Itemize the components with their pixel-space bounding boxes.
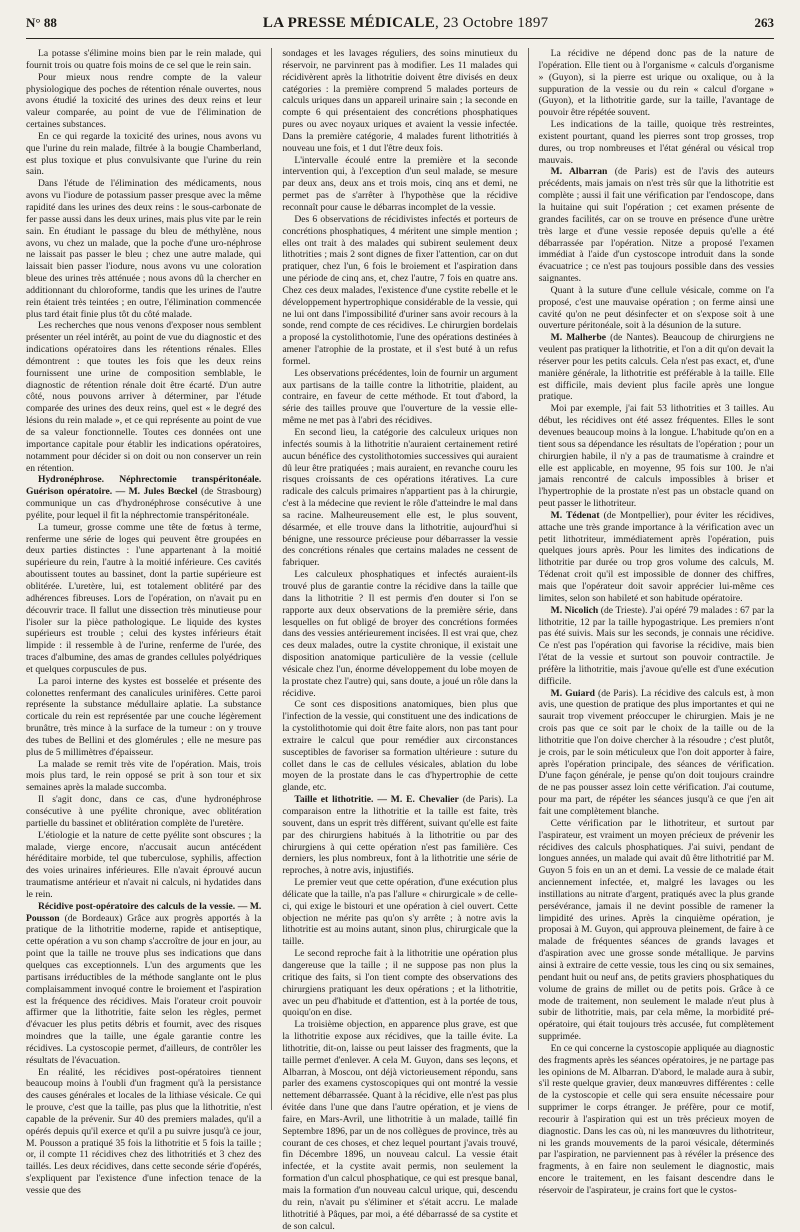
speaker-text: (de Trieste). J'ai opéré 79 malades : 67 par la lithotritie, 12 par la taille hypogastrique. Les premiers n'ont pas été suivis. Mais sur les seconds, je connais une récidive. Ce n'est pas l'opération qui favorise la récidive, mais bien l'état de la vessie et surtout son pouvoir contractile. Je préfère la lithotritie, mais j'avoue qu'elle est d'une exécution difficile. xyxy=(538,604,774,687)
section-paragraph xyxy=(282,794,517,877)
column-rule xyxy=(528,48,529,1110)
speaker-text: (de Nantes). Beaucoup de chirurgiens ne veulent pas pratiquer la lithotritie, et l'on a dit qu'on devait la réserver pour les petits calculs. Cela n'est pas exact, et, d'une manière générale, la lithotritie est préférable à la taille. Elle est difficile, mais devient plus facile après une longue pratique. xyxy=(538,332,774,403)
paragraph: Pour mieux nous rendre compte de la valeur physiologique des poches de rétention rénale ouvertes, nous avons étudié la toxicité des urines des deux reins et leur valeur comparée, au point de vue de l'élimination de certaines substances. xyxy=(26,71,262,131)
speaker-text: (de Paris) est de l'avis des auteurs précédents, mais jamais on n'est très sûr que la lithotritie est complète ; aussi il fait une vérification par l'endoscope, dans la huitaine qui suit l'opération ; cet examen présente de grandes facilités, car on se trouve en présence d'une urètre très large et d'une vessie reposée depuis qu'elle a été débarrassée par l'opération. Nitze a proposé l'examen immédiat à l'aide d'un cystoscope introduit dans la sonde évacuatrice ; ce n'est pas toujours possible dans des vessies saignantes. xyxy=(538,166,774,285)
paragraph: Les calculeux phosphatiques et infectés auraient-ils trouvé plus de garantie contre la récidive dans la taille que dans la lithotritie ? Il est permis d'en douter si l'on se rapporte aux deux observations de la première série, dans lesquelles on fut obligé de broyer des concrétions formées dans des vessies antérieurement incisées. Il est vrai que, chez ces deux malades, outre la cystite chronique, il existait une disposition anatomique particulière de la vessie (cellule vésicale chez l'un, énorme développement du lobe moyen de la prostate chez l'autre) qui, sans doute, a joué un rôle dans la récidive. xyxy=(282,569,518,699)
paragraph: Moi par exemple, j'ai fait 53 lithotrities et 3 tailles. Au début, les récidives ont été assez fréquentes. Elles le sont devenues beaucoup moins à la longue. L'habitude qu'on en a tient sous sa dépendance les résultats de l'opération ; pour un chirurgien habile, il n'y a pas de traumatisme à craindre et elle est applicable, en moyenne, 95 fois sur 100. Je n'ai jamais rencontré de calculs impossibles à briser et l'hypertrophie de la prostate n'est pas un obstacle quand on peut passer le lithotriteur. xyxy=(538,403,774,510)
speaker-paragraph xyxy=(539,605,774,688)
paragraph: Quant à la suture d'une cellule vésicale, comme on l'a proposé, c'est une mauvaise opération ; on ferme ainsi une cavité qu'on ne peut désinfecter et on s'expose soit à une ouverture péritonéale, soit à la désunion de la suture. xyxy=(538,284,774,332)
paragraph: L'étiologie et la nature de cette pyélite sont obscures ; la malade, vierge encore, n'accusait aucun antécédent héréditaire morbide, tel que tuberculose, syphilis, affection des voies urinaires inférieures. Elle n'avait éprouvé aucun traumatisme antérieur et n'avait ni calculs, ni hydatides dans le rein. xyxy=(26,829,262,900)
paragraph: En réalité, les récidives post-opératoires tiennent beaucoup moins à l'oubli d'un fragment qu'à la persistance des causes générales et locales de la lithiase vésicale. Ce qui le prouve, c'est que la taille, pas plus que la lithotritie, n'est capable de la prévenir. Sur 40 des premiers malades, qu'il a opérés depuis qu'il exerce et qu'il a pu suivre jusqu'à ce jour, M. Pousson a pratiqué 35 fois la lithotritie et 5 fois la taille ; or, il compte 11 récidives chez des lithotritiés et 3 chez des taillés. Les deux récidives, dans cette seconde série d'opérés, s'expliquent par l'existence d'une infection tenace de la vessie que des xyxy=(26,1066,262,1196)
page-number-right: 263 xyxy=(754,15,774,30)
paragraph: En second lieu, la catégorie des calculeux uriques non infectés soumis à la lithotritie n'auraient certainement retiré aucun bénéfice des cystolithotomies successives qui auraient dû leur être pratiquées ; mais auraient, en revanche couru les risques croissants de ces opérations itératives. La cure radicale des calculs primaires n'appartient pas à la chirurgie, c'est à la médecine que revient le rôle d'atteindre le mal dans sa racine. Malheureusement elle est, le plus souvent, désarmée, et elle trouve dans la lithotritie, aujourd'hui si bénigne, une ressource précieuse pour débarrasser la vessie des concrétions rénales que certains malades ne cessent de fabriquer. xyxy=(282,427,518,569)
speaker-paragraph xyxy=(539,332,774,403)
section-text: (de Strasbourg) communique un cas d'hydronéphrose consécutive à une pyélite, pour lequel il fit la néphrectomie transpéritonéale. xyxy=(26,486,262,521)
paragraph: Il s'agit donc, dans ce cas, d'une hydronéphrose consécutive à une pyélite chronique, avec oblitération partielle du bassinet et oblitération complète de l'uretère. xyxy=(26,794,262,829)
paragraph: Le second reproche fait à la lithotritie une opération plus dangereuse que la taille ; il ne suppose pas non plus la critique des faits, si l'on tient compte des observations des chirurgiens pratiquant les deux opérations ; et la lithotritie, avec un peu d'habitude et d'attention, est à la portée de tous, quoiqu'on en dise. xyxy=(282,948,518,1019)
column-rule xyxy=(271,48,272,1110)
section-title: Récidive post-opératoire des calculs de la vessie. — M. Pousson xyxy=(26,900,262,924)
paragraph: Les indications de la taille, quoique très restreintes, existent pourtant, quand les pierres sont trop grosses, trop dures, ou trop nombreuses et l'état général ou vésical trop mauvais. xyxy=(538,119,774,166)
paragraph: Les observations précédentes, loin de fournir un argument aux partisans de la taille contre la lithotritie, plaident, au contraire, en faveur de cette méthode. Et tout d'abord, la série des tailles prouve que l'ouverture de la vessie elle-même ne met pas à l'abri des récidives. xyxy=(282,367,518,427)
paragraph: L'intervalle écoulé entre la première et la seconde intervention qui, à l'exception d'un seul malade, se mesure par deux ans, deux ans et trois mois, cinq ans et demi, ne permet pas de s'arrêter à l'hypothèse que la récidive reconnaît pour cause le débarras incomplet de la vessie. xyxy=(282,154,518,213)
text-columns xyxy=(26,48,774,1232)
column-2 xyxy=(282,48,518,1232)
column-1 xyxy=(26,48,262,1196)
speaker-name: M. Tédenat xyxy=(550,509,600,521)
speaker-name: M. Malherbe xyxy=(550,332,607,344)
paragraph: Ce sont ces dispositions anatomiques, bien plus que l'infection de la vessie, qui constituent une des indications de la cystolithotomie qui doit être faite alors, non pas tant pour extraire le calcul que pour remédier aux circonstances susceptibles de favoriser sa formation ultérieure : suture du collet dans le cas de cellules vésicales, ablation du lobe moyen de la prostate dans le cas d'hypertrophie de cette glande, etc. xyxy=(282,699,518,794)
masthead xyxy=(263,15,549,32)
paragraph: sondages et les lavages réguliers, des soins minutieux du réservoir, ne parvinrent pas à modifier. Les 11 malades qui récidivèrent après la lithotritie doivent être divisés en deux catégories : la première comprend 5 malades porteurs de calculs uriques dans un appareil urinaire sain ; la seconde en compte 6 qui présentaient des concrétions phosphatiques pures ou avec noyaux uriques et avaient la vessie infectée. Dans la première catégorie, 4 malades furent lithotritiés à nouveau une fois, et 1 dut l'être deux fois. xyxy=(282,48,518,154)
speaker-text: (de Paris). La récidive des calculs est, à mon avis, une question de pratique des plus importantes et qui ne saurait trop vivement préoccuper le chirurgien. Mais je ne crois pas que ce soit par le choix de la taille ou de la lithotritie que l'on doive chercher à la résoudre ; c'est plutôt, je crois, par le soin méticuleux que l'on doit apporter à faire, après l'opération principale, des séances de vérification. D'une façon générale, je pense qu'on doit toujours craindre de ne pas pousser assez loin cette vérification. J'ai coutume, pour ma part, de répéter les séances jusqu'à ce que j'en ait fait une complètement blanche. xyxy=(538,687,774,817)
paragraph: La malade se remit très vite de l'opération. Mais, trois mois plus tard, le rein opposé se prit à son tour et six semaines après la malade succomba. xyxy=(26,758,262,794)
section-text: (de Paris). La comparaison entre la lithotritie et la taille est faite, très souvent, dans un esprit très différent, suivant qu'elle est faite par des chirurgiens habitués à la lithotritie ou par des chirurgiens à qui cette opération n'est pas familière. Ces derniers, les plus nombreux, font à la lithotritie une série de reproches, à notre avis, injustifiés. xyxy=(282,794,518,877)
speaker-paragraph xyxy=(539,510,774,605)
column-3 xyxy=(538,48,774,1196)
page-number-left: N° 88 xyxy=(26,15,57,30)
speaker-name: M. Guiard xyxy=(550,687,595,699)
section-text: (de Bordeaux) Grâce aux progrès apportés à la pratique de la lithotritie moderne, rapide et antiseptique, cette opération a vu son champ s'accroître de jour en jour, au point que la taille ne trouve plus ses indications que dans quelques cas exceptionnels. L'un des arguments que les partisans irréductibles de la méthode sanglante ont le plus complaisamment invoqué contre le broiement et l'aspiration est la fréquence des récidives. Mais l'orateur croit pouvoir affirmer que la lithotritie, faite selon les règles, permet d'évacuer les plus petits débris et fournit, avec des risques moindres que la taille, une égale garantie contre les récidives. La cystoscopie permet, d'ailleurs, de contrôler les résultats de l'évacuation. xyxy=(26,912,262,1066)
paragraph: Dans l'étude de l'élimination des médicaments, nous avons vu l'iodure de potassium passer presque avec la même rapidité dans les urines des deux reins : le sous-carbonate de fer passe aussi dans les deux urines, mais plus vite par le rein sain. En étudiant le passage du bleu de méthylène, nous avons, vu chez un malade, que la poche d'une uro-néphrose ne laissait pas passer le bleu ; chez une autre malade, qui laissait bien passer l'iodure, nous avons vu une coloration bleue des urines très atténuée ; nous avons dû la chercher en additionnant du chloroforme, tandis que les urines de l'autre rein étaient très teintées ; en outre, l'élimination commencée plus tard était finie plus tôt du côté malade. xyxy=(26,178,262,320)
section-title: Hydronéphrose. Néphrectomie transpéritonéale. Guérison opératoire. — M. Jules Bœckel xyxy=(26,474,262,498)
speaker-paragraph xyxy=(539,688,774,818)
paragraph: La tumeur, grosse comme une tête de fœtus à terme, renferme une série de loges qui peuvent être groupées en deux parties distinctes : l'une appartenant à la moitié supérieure du rein, l'autre à la moitié inférieure. Ces cavités aboutissent toutes au bassinet, dont la partie supérieure est oblitérée. L'uretère, lui, est totalement oblitéré par des adhérences fibreuses. Lors de l'opération, on n'avait pu en découvrir trace. Il fallut une dissection très minutieuse pour l'isoler sur la pièce pathologique. Le liquide des kystes supérieurs est trouble ; celui des kystes inférieurs était limpide : il ressemble à de l'urine, renferme de l'urée, des traces d'albumine, des amas de grandes cellules polyédriques et quelques corpuscules de pus. xyxy=(26,521,262,675)
section-paragraph xyxy=(26,474,261,521)
paragraph: La troisième objection, en apparence plus grave, est que la lithotritie expose aux récidives, que la taille évite. La lithotritie, dit-on, laisse ou peut laisser des fragments, que la taille permet d'enlever. A cela M. Guyon, dans ses leçons, et Albarran, à Moscou, ont déjà victorieusement répondu, sans parler des examens cystoscopiques qui ont montré la vessie nettement débarrassée. Quant à la récidive, elle n'est pas plus évitée dans l'une que dans l'autre opération, et je viens de faire, en Mars-Avril, une lithotritie à un malade, taillé fin Septembre 1896, par un de nos collègues de province, très au courant de ces choses, et chez lequel pourtant j'avais trouvé, fin Décembre 1896, un nouveau calcul. La vessie était infectée, et la cystite avait permis, non seulement la formation d'un calcul phosphatique, ce qui est presque banal, mais la formation d'un nouveau calcul urique, qui, descendu du rein, n'avait pu s'éliminer et s'était accru. Le malade lithotritié à Pâques, par moi, a été débarrassé de sa cystite et de son calcul. xyxy=(282,1019,518,1232)
paragraph: En ce qui regarde la toxicité des urines, nous avons vu que l'urine du rein malade, filtrée à la bougie Chamberland, est plus toxique et plus convulsivante que l'urine du rein sain. xyxy=(26,130,262,178)
issue-date: , 23 Octobre 1897 xyxy=(435,14,549,31)
speaker-paragraph xyxy=(539,166,774,284)
paragraph: La récidive ne dépend donc pas de la nature de l'opération. Elle tient ou à l'organisme « calculs d'organisme » (Guyon), si la pierre est urique ou oxalique, ou à la suppuration de la vessie ou du rein « calcul d'organe » (Guyon), et la lithotritie garde, sur la taille, l'avantage de pouvoir être répétée souvent. xyxy=(538,48,774,119)
section-title: Taille et lithotritie. — M. E. Chevalier xyxy=(294,794,459,806)
paragraph: Les recherches que nous venons d'exposer nous semblent présenter un réel intérêt, au point de vue du diagnostic et des indications opératoires dans les rétentions rénales. Elles démontrent : que toutes les fois que les deux reins fournissent une urine de composition semblable, le diagnostic de rétention rénale doit être écarté. D'un autre côté, nous pouvons arriver à déterminer, par l'étude comparée des urines des deux reins, quel est « le degré des lésions du rein malade », et ce qui représente au point de vue de sa valeur fonctionnelle. Toutes ces données ont une importance capitale pour établir les indications opératoires, notamment pour décider si on doit ou non conserver un rein en rétention. xyxy=(26,320,262,474)
paragraph: Cette vérification par le lithotriteur, et surtout par l'aspirateur, est vraiment un moyen précieux de prévenir les récidives des calculs phosphatiques. J'ai suivi, pendant de longues années, un malade qui avait dû être lithotritié par M. Guyon 5 fois en un an et demi. La vessie de ce malade était anciennement infectée, et, malgré les lavages ou les instillations au nitrate d'argent, pratiqués avec la plus grande persévérance, jamais il ne devint possible de ramener la limpidité des urines. Après la cinquième opération, je proposai à M. Guyon, qui approuva pleinement, de faire à ce malade de fréquentes séances de grands lavages et d'aspiration avec une grosse sonde métallique. Je parvins ainsi à extraire de cette vessie, tous les cinq ou six semaines, pendant huit ou neuf ans, de petits graviers phosphatiques du volume de grains de millet ou de petits pois. Grâce à ce mode de traitement, non seulement le malade n'eut plus à subir de lithotritie, mais, par cela même, la morbidité pré-opératoire, qui était toujours très accusée, fut complètement supprimée. xyxy=(538,817,774,1043)
speaker-name: M. Albarran xyxy=(550,166,608,178)
paragraph: Le premier veut que cette opération, d'une exécution plus délicate que la taille, n'a pas l'allure « chirurgicale » de celle-ci, qui exige le bistouri et une opération à ciel ouvert. Cette objection ne mérite pas qu'on s'y arrête ; à notre avis la lithotritie est au moins autant, sinon plus, chirurgicale que la taille. xyxy=(282,877,518,948)
journal-title: LA PRESSE MÉDICALE xyxy=(262,14,436,31)
page-header xyxy=(26,8,774,39)
paragraph: En ce qui concerne la cystoscopie appliquée au diagnostic des fragments après les séances opératoires, je ne partage pas les opinions de M. Albarran. D'abord, le malade aura à subir, s'il reste quelque gravier, deux manœuvres différentes : celle de la cystoscopie et celle qui sera ensuite nécessaire pour supprimer le corps étranger. Je préfère, pour ce motif, recourir à l'aspiration qui est un très précieux moyen de diagnostic. Dans les cas où, ni les manœuvres du lithotriteur, ni les grands mouvements de la paroi vésicale, déterminés par l'aspiration, ne parviennent pas à révéler la présence des fragments, à en faire non seulement le diagnostic, mais encore le traitement, en les faisant descendre dans le réservoir de l'aspirateur, je crains fort que le cystos- xyxy=(538,1042,774,1196)
paragraph: La potasse s'élimine moins bien par le rein malade, qui fournit trois ou quatre fois moins de ce sel que le rein sain. xyxy=(26,48,262,71)
speaker-text: (de Montpellier), pour éviter les récidives, attache une très grande importance à la vérification avec un petit lithotriteur, immédiatement après l'opération, puis quelques jours après. Pour les limites des indications de lithotritie par durée ou trop gros volume des calculs, M. Tédenat croit qu'il est impossible de donner des chiffres, mais que l'opérateur doit savoir apprécier lui-même ces limites, selon son habileté et son habitude opératoire. xyxy=(538,509,774,604)
paragraph: Des 6 observations de récidivistes infectés et porteurs de concrétions phosphatiques, 4 méritent une simple mention ; elles ont trait à des malades qui subirent seulement deux lithotrities ; mais 2 sont dignes de fixer l'attention, car on dut pratiquer, chez l'un, 6 fois le broiement et l'aspiration dans une période de cinq ans, et, chez l'autre, 7 fois en quatre ans. Chez ces deux malades, l'existence d'une cystite rebelle et le développement hypertrophique considérable de la vessie, qui ne lui ont dans l'impossibilité d'uriner sans avoir recours à la sonde, rend compte de ces récidives. Le chirurgien bordelais a proposé la cystolithotomie, l'une des opérations destinées à amener l'atrophie de la prostate, et il s'est buté à un refus formel. xyxy=(282,213,518,367)
speaker-name: M. Nicolich xyxy=(550,604,599,616)
section-paragraph xyxy=(26,901,261,1067)
paragraph: La paroi interne des kystes est bosselée et présente des colonettes renfermant des canalicules urinifères. Cette paroi représente la substance médullaire aplatie. La substance corticale du rein est représentée par une couche légèrement brunâtre, très mince à la surface de la tumeur : on y trouve des tubes de Bellini et des glomérules ; elle ne mesure pas plus de 5 millimètres d'épaisseur. xyxy=(26,675,262,758)
